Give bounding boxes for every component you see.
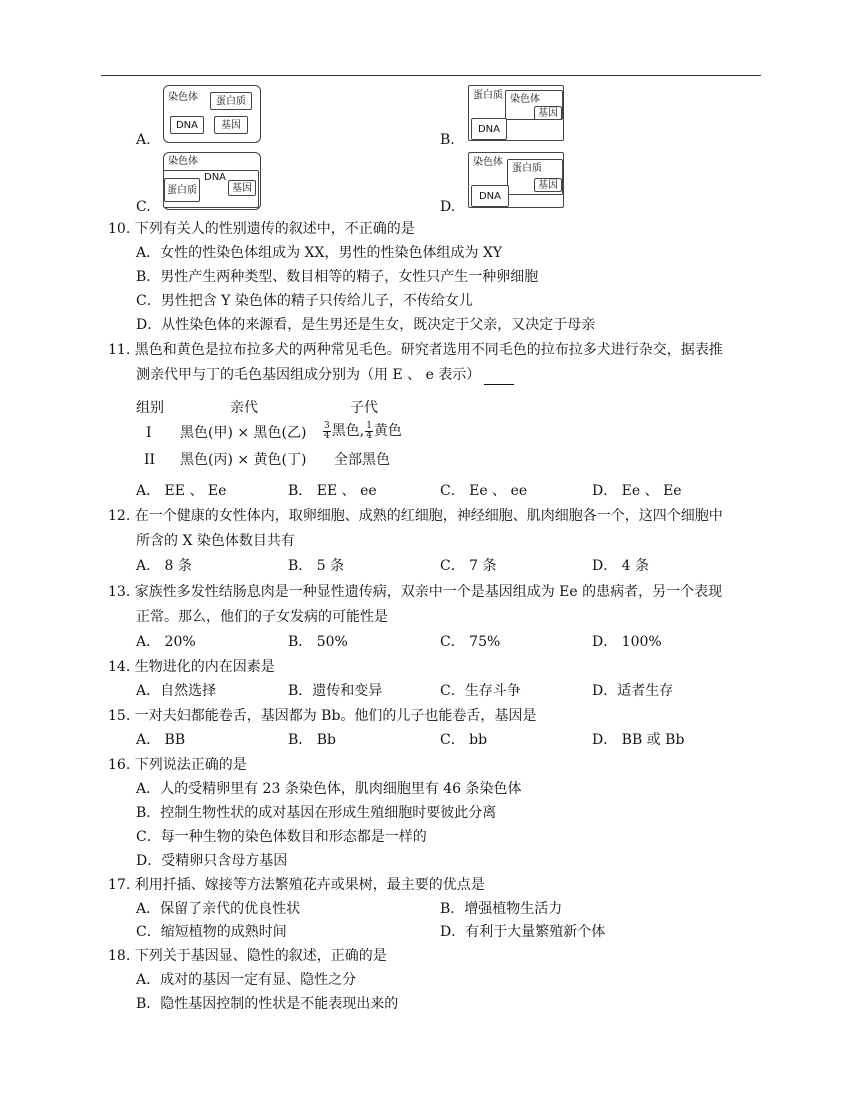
q17-option-a[interactable]: A．保留了亲代的优良性状 bbox=[136, 901, 301, 917]
q10-option-b[interactable]: B．男性产生两种类型、数目相等的精子，女性只产生一种卵细胞 bbox=[136, 269, 539, 285]
gene-box: 基因 bbox=[228, 180, 256, 196]
option-letter: A. bbox=[136, 132, 151, 148]
q13-stem-line2: 正常。那么，他们的子女发病的可能性是 bbox=[136, 609, 388, 625]
gene-box: 基因 bbox=[534, 178, 562, 192]
q12-option-b[interactable]: B． 5 条 bbox=[288, 558, 345, 574]
header-rule bbox=[101, 75, 761, 76]
q15-option-d[interactable]: D． BB 或 Bb bbox=[592, 732, 685, 748]
option-letter: B. bbox=[440, 132, 455, 148]
row2-offspring: 全部黑色 bbox=[334, 452, 390, 468]
q16-option-a[interactable]: A．人的受精卵里有 23 条染色体，肌肉细胞里有 46 条染色体 bbox=[136, 781, 522, 797]
dna-box: DNA bbox=[471, 185, 509, 207]
q17-option-b[interactable]: B．增强植物生活力 bbox=[440, 901, 563, 917]
row1-parent: 黑色(甲) × 黑色(乙) bbox=[180, 425, 307, 441]
table-header-parent: 亲代 bbox=[230, 400, 258, 416]
chromosome-label: 染色体 bbox=[168, 156, 198, 167]
q10-option-c[interactable]: C．男性把含 Y 染色体的精子只传给儿子，不传给女儿 bbox=[136, 293, 473, 309]
q14-option-d[interactable]: D．适者生存 bbox=[592, 683, 674, 699]
row2-group: II bbox=[144, 452, 156, 468]
q18-stem: 18. 下列关于基因显、隐性的叙述，正确的是 bbox=[108, 948, 387, 964]
q12-option-a[interactable]: A． 8 条 bbox=[136, 558, 192, 574]
q12-option-d[interactable]: D． 4 条 bbox=[592, 558, 650, 574]
chromosome-label: 染色体 bbox=[168, 92, 198, 103]
protein-box: 蛋白质 bbox=[164, 178, 200, 202]
protein-box: 蛋白质 bbox=[210, 92, 252, 110]
q15-option-a[interactable]: A． BB bbox=[136, 732, 186, 748]
q12-option-c[interactable]: C． 7 条 bbox=[440, 558, 497, 574]
q17-option-c[interactable]: C．缩短植物的成熟时间 bbox=[136, 924, 287, 940]
row2-parent: 黑色(丙) × 黄色(丁) bbox=[180, 452, 307, 468]
q12-stem-line1: 12. 在一个健康的女性体内，取卵细胞、成熟的红细胞，神经细胞、肌肉细胞各一个，这四个细胞中 bbox=[108, 508, 723, 524]
gene-box: 基因 bbox=[534, 106, 562, 120]
option-letter: C. bbox=[136, 199, 151, 215]
q18-option-b[interactable]: B．隐性基因控制的性状是不能表现出来的 bbox=[136, 996, 399, 1012]
table-header-group: 组别 bbox=[136, 400, 164, 416]
q14-option-b[interactable]: B．遗传和变异 bbox=[288, 683, 383, 699]
chromosome-label: 染色体 bbox=[510, 94, 540, 105]
q11-option-d[interactable]: D． Ee 、 Ee bbox=[592, 483, 682, 499]
protein-box bbox=[507, 159, 563, 195]
q11-stem-line2 bbox=[136, 365, 514, 385]
inner-row bbox=[163, 170, 259, 208]
q14-option-a[interactable]: A．自然选择 bbox=[136, 683, 217, 699]
gene-box: 基因 bbox=[214, 116, 248, 134]
q15-stem: 15. 一对夫妇都能卷舌，基因都为 Bb。他们的儿子也能卷舌，基因是 bbox=[108, 708, 537, 724]
chromosome-label: 染色体 bbox=[473, 157, 503, 168]
q13-option-c[interactable]: C． 75% bbox=[440, 634, 501, 650]
q10-option-d[interactable]: D．从性染色体的来源看，是生男还是生女，既决定于父亲，又决定于母亲 bbox=[136, 317, 596, 333]
chromosome-box bbox=[505, 90, 563, 120]
protein-outer-box bbox=[468, 85, 564, 141]
q17-stem: 17. 利用扦插、嫁接等方法繁殖花卉或果树，最主要的优点是 bbox=[108, 877, 485, 893]
dna-label: DNA bbox=[204, 172, 227, 183]
q13-option-a[interactable]: A． 20% bbox=[136, 634, 196, 650]
protein-label: 蛋白质 bbox=[512, 163, 542, 174]
q13-option-b[interactable]: B． 50% bbox=[288, 634, 348, 650]
q14-stem: 14. 生物进化的内在因素是 bbox=[108, 659, 275, 675]
q16-stem: 16. 下列说法正确的是 bbox=[108, 757, 247, 773]
q15-option-c[interactable]: C． bb bbox=[440, 732, 488, 748]
q16-option-d[interactable]: D．受精卵只含母方基因 bbox=[136, 853, 288, 869]
fraction-3-4: $\frac{3}{4}$ bbox=[324, 420, 330, 441]
diagram-a bbox=[163, 85, 261, 143]
q12-stem-line2: 所含的 X 染色体数目共有 bbox=[136, 533, 295, 549]
row1-offspring: $\frac{3}{4}$ 黑色, $\frac{1}{4}$ 黄色 bbox=[324, 420, 402, 441]
chromosome-outer-box bbox=[468, 152, 564, 208]
dna-box: DNA bbox=[170, 116, 204, 134]
q11-option-b[interactable]: B． EE 、 ee bbox=[288, 483, 377, 499]
dna-box: DNA bbox=[471, 118, 507, 140]
answer-blank[interactable] bbox=[484, 370, 514, 385]
q11-stem-line1: 11. 黑色和黄色是拉布拉多犬的两种常见毛色。研究者选用不同毛色的拉布拉多犬进行杂交，据表推 bbox=[108, 342, 723, 358]
q11-option-a[interactable]: A． EE 、 Ee bbox=[136, 483, 227, 499]
q10-stem: 10. 下列有关人的性别遗传的叙述中，不正确的是 bbox=[108, 221, 415, 237]
q13-option-d[interactable]: D． 100% bbox=[592, 634, 662, 650]
q16-option-b[interactable]: B．控制生物性状的成对基因在形成生殖细胞时要彼此分离 bbox=[136, 805, 497, 821]
q13-stem-line1: 13. 家族性多发性结肠息肉是一种显性遗传病，双亲中一个是基因组成为 Ee 的患病者，另一个表现 bbox=[108, 584, 723, 600]
diagram-c bbox=[163, 152, 261, 210]
row1-group: I bbox=[146, 425, 152, 441]
q18-option-a[interactable]: A．成对的基因一定有显、隐性之分 bbox=[136, 972, 357, 988]
q14-option-c[interactable]: C．生存斗争 bbox=[440, 683, 521, 699]
option-letter: D. bbox=[440, 199, 456, 215]
fraction-1-4: $\frac{1}{4}$ bbox=[366, 420, 372, 441]
q10-option-a[interactable]: A．女性的性染色体组成为 XX，男性的性染色体组成为 XY bbox=[136, 245, 503, 261]
q11-stem-text: 测亲代甲与丁的毛色基因组成分别为（用 E 、 e 表示） bbox=[136, 367, 481, 383]
protein-label: 蛋白质 bbox=[473, 90, 503, 101]
q16-option-c[interactable]: C．每一种生物的染色体数目和形态都是一样的 bbox=[136, 829, 427, 845]
table-header-offspring: 子代 bbox=[350, 400, 378, 416]
q17-option-d[interactable]: D．有利于大量繁殖新个体 bbox=[440, 924, 606, 940]
q11-option-c[interactable]: C． Ee 、 ee bbox=[440, 483, 528, 499]
q15-option-b[interactable]: B． Bb bbox=[288, 732, 336, 748]
